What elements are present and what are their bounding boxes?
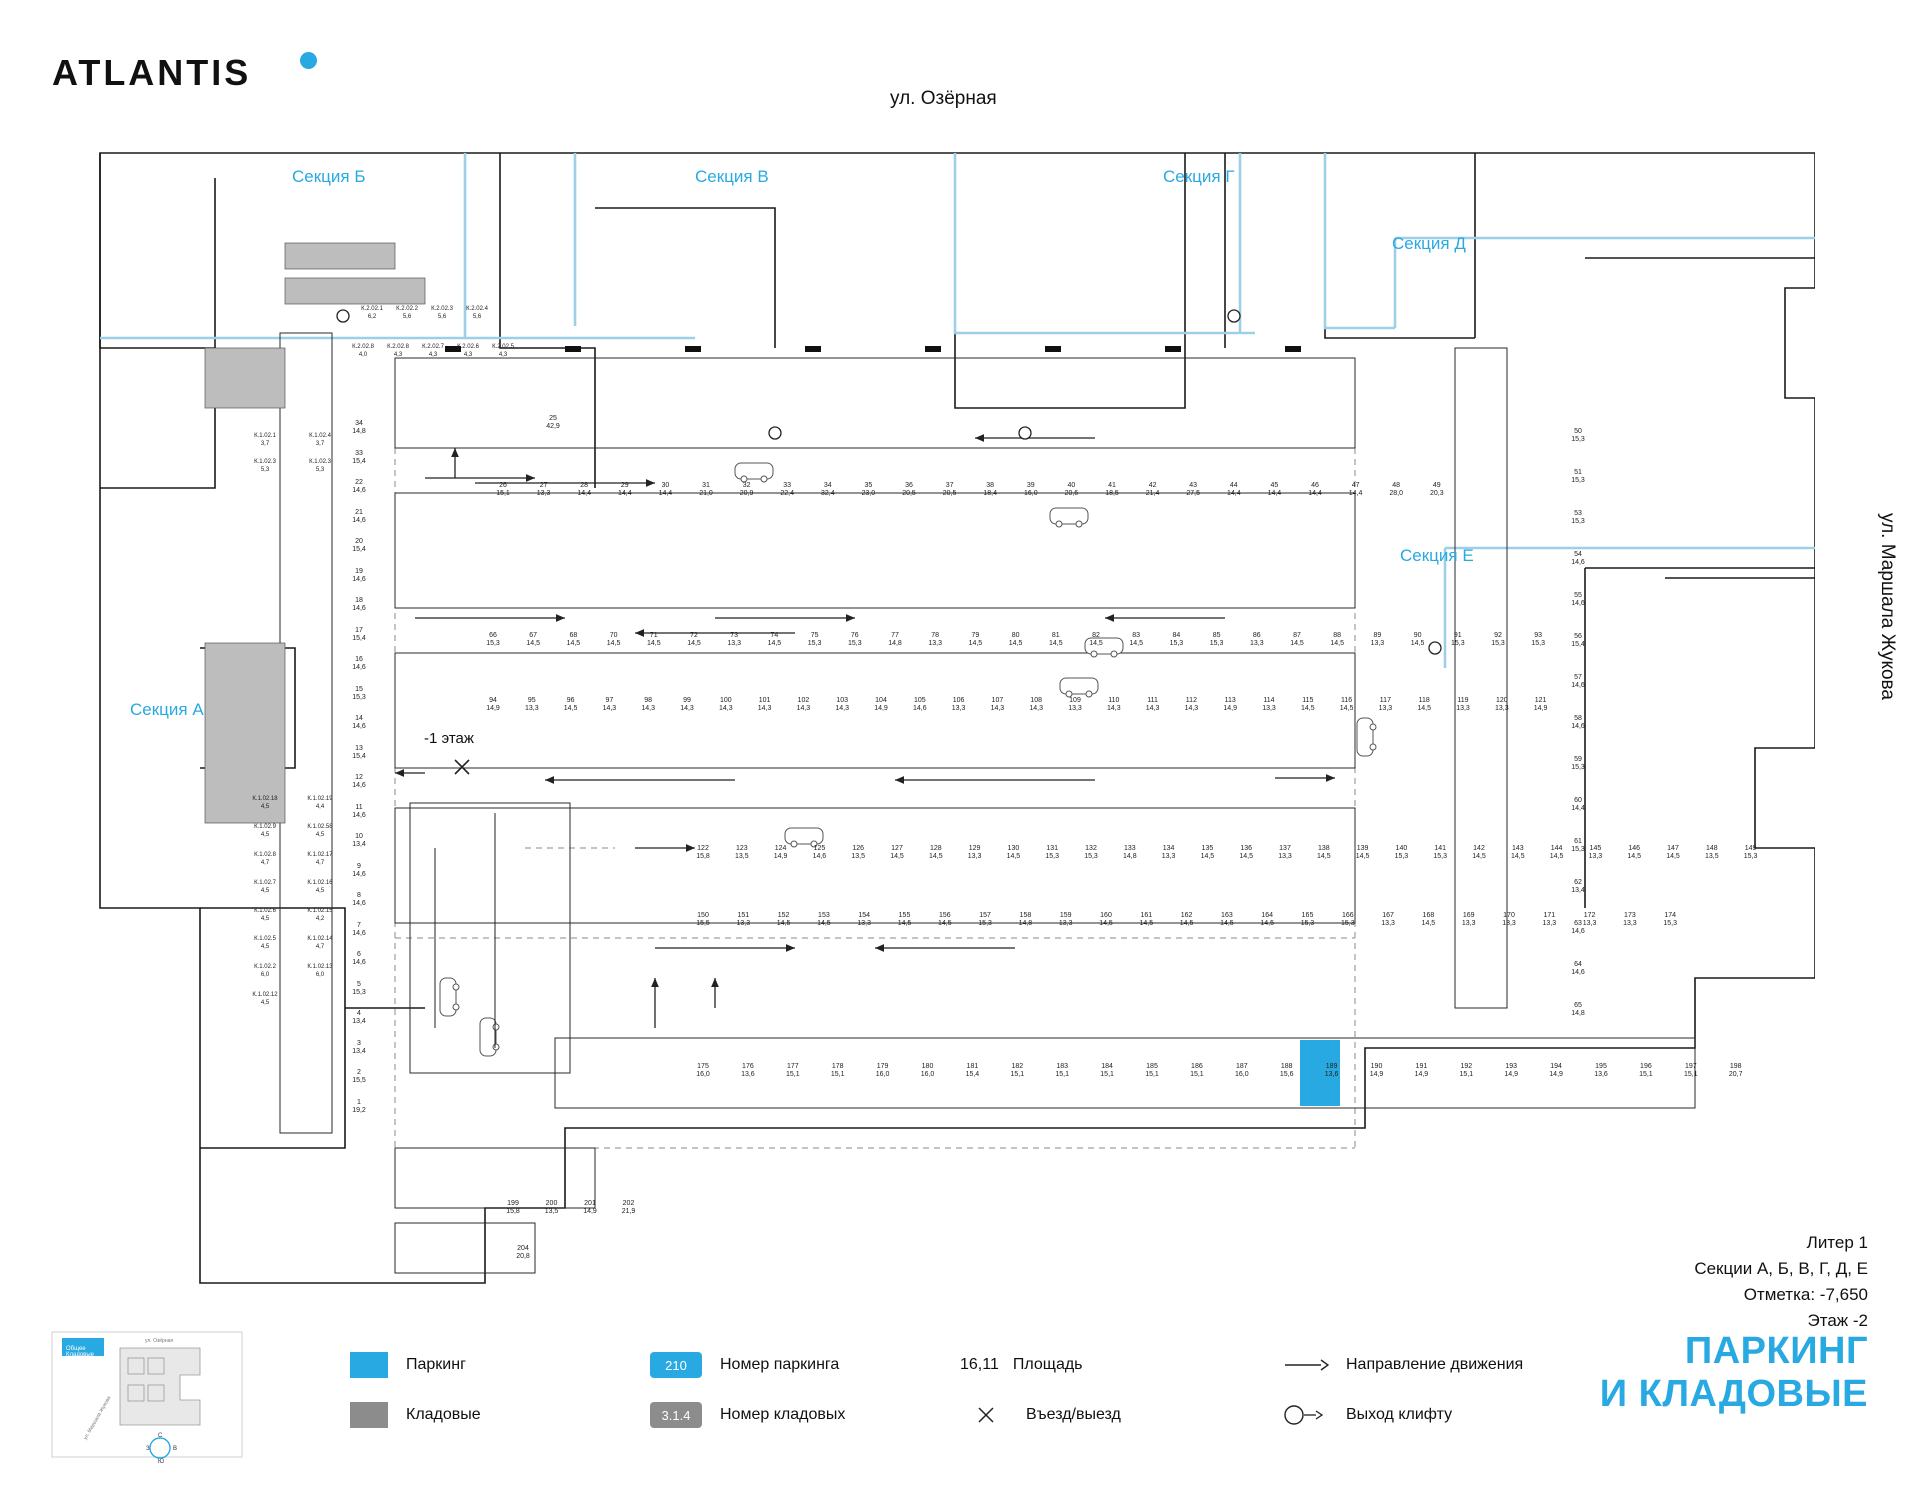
parking-color-swatch	[350, 1352, 388, 1378]
storage-К.2.02.3[interactable]: К.2.02.3 5,6	[431, 306, 453, 320]
stall-50[interactable]: 50 15,3	[1571, 428, 1585, 443]
stall-64[interactable]: 64 14,6	[1571, 961, 1585, 976]
stall-181[interactable]: 181 15,4	[965, 1063, 980, 1078]
section-label-v: Секция В	[695, 167, 769, 186]
legend-entrance	[960, 1405, 1280, 1425]
stall-182[interactable]: 182 15,1	[1010, 1063, 1025, 1078]
stall-102[interactable]: 102 14,3	[796, 697, 811, 712]
stall-48[interactable]: 48 28,0	[1389, 482, 1403, 497]
stall-150[interactable]: 150 15,5	[696, 912, 710, 927]
stall-90[interactable]: 90 14,5	[1410, 632, 1425, 647]
storage-К.1.02.12[interactable]: К.1.02.12 4,5	[252, 992, 278, 1006]
legend-lift-label: Выход клифту	[1346, 1406, 1453, 1423]
storage-К.1.02.1[interactable]: К.1.02.1 3,7	[254, 433, 276, 447]
legend-storage-number	[650, 1402, 960, 1428]
stall-28[interactable]: 28 14,4	[577, 482, 591, 497]
stall-134[interactable]: 134 13,3	[1161, 845, 1176, 860]
storage-К.1.02.16[interactable]: К.1.02.16 4,5	[307, 880, 333, 894]
stall-72[interactable]: 72 14,5	[687, 632, 701, 647]
svg-text:Кладовые: Кладовые	[66, 1352, 95, 1358]
storage-К.2.02.8[interactable]: К.2.02.8 4,0	[352, 344, 374, 358]
stall-135[interactable]: 135 14,5	[1200, 845, 1215, 860]
stall-193[interactable]: 193 14,9	[1504, 1063, 1518, 1078]
ramp-floor-label: -1 этаж	[424, 730, 474, 747]
info-floor: Этаж -2	[1807, 1311, 1868, 1330]
stall-191[interactable]: 191 14,9	[1414, 1063, 1429, 1078]
stall-100[interactable]: 100 14,3	[718, 697, 733, 712]
stall-171[interactable]: 171 13,3	[1542, 912, 1557, 927]
stall-78[interactable]: 78 13,3	[928, 632, 942, 647]
stall-184[interactable]: 184 15,1	[1100, 1063, 1114, 1078]
stall-165[interactable]: 165 15,3	[1300, 912, 1315, 927]
stall-92[interactable]: 92 15,3	[1491, 632, 1505, 647]
brand-name: ATLANTIS	[52, 52, 252, 93]
legend-storage-label: Кладовые	[406, 1406, 481, 1423]
stall-66[interactable]: 66 15,3	[486, 632, 500, 647]
stall-43[interactable]: 43 27,5	[1186, 482, 1200, 497]
legend-area-value: 16,11	[960, 1356, 999, 1373]
stall-4[interactable]: 4 13,4	[352, 1010, 366, 1025]
stall-200[interactable]: 200 13,5	[544, 1200, 559, 1215]
legend-parking-number-label: Номер паркинга	[720, 1356, 840, 1373]
stall-152[interactable]: 152 14,5	[776, 912, 791, 927]
stall-198[interactable]: 198 20,7	[1728, 1063, 1743, 1078]
stall-192[interactable]: 192 15,1	[1459, 1063, 1474, 1078]
section-label-b: Секция Б	[292, 167, 366, 186]
storage-К.1.02.5[interactable]: К.1.02.5 4,5	[254, 936, 276, 950]
stall-141[interactable]: 141 15,3	[1433, 845, 1447, 860]
legend-storage	[350, 1402, 650, 1428]
stall-111[interactable]: 111 14,3	[1145, 697, 1160, 712]
stall-96[interactable]: 96 14,5	[563, 697, 578, 712]
stall-20[interactable]: 20 15,4	[352, 538, 366, 553]
stall-125[interactable]: 125 14,6	[812, 845, 827, 860]
stall-176[interactable]: 176 13,6	[741, 1063, 755, 1078]
storage-color-swatch	[350, 1402, 388, 1428]
stall-44[interactable]: 44 14,4	[1226, 482, 1241, 497]
storage-К.1.02.19[interactable]: К.1.02.19 4,4	[307, 796, 333, 810]
stall-16[interactable]: 16 14,6	[352, 656, 366, 671]
storage-К.1.02.58[interactable]: К.1.02.58 4,5	[307, 824, 333, 838]
stall-156[interactable]: 156 14,5	[937, 912, 952, 927]
stall-115[interactable]: 115 14,5	[1300, 697, 1315, 712]
stall-46[interactable]: 46 14,4	[1308, 482, 1322, 497]
storage-К.1.02.8[interactable]: К.1.02.8 4,7	[254, 852, 276, 866]
stall-9[interactable]: 9 14,6	[352, 862, 366, 878]
legend-lift-exit	[1280, 1405, 1452, 1425]
stall-159[interactable]: 159 13,3	[1058, 912, 1073, 927]
stall-202[interactable]: 202 21,9	[621, 1200, 636, 1215]
stall-41[interactable]: 41 18,5	[1105, 482, 1119, 497]
stall-114[interactable]: 114 13,3	[1262, 697, 1276, 712]
stall-86[interactable]: 86 13,3	[1249, 632, 1264, 647]
stall-98[interactable]: 98 14,3	[641, 697, 655, 712]
stall-168[interactable]: 168 14,5	[1421, 912, 1436, 927]
stall-76[interactable]: 76 15,3	[847, 632, 862, 647]
stall-21[interactable]: 21 14,6	[352, 508, 366, 524]
stall-83[interactable]: 83 14,5	[1129, 632, 1143, 647]
stall-127[interactable]: 127 14,5	[890, 845, 904, 860]
stall-158[interactable]: 158 14,8	[1018, 912, 1033, 927]
stall-136[interactable]: 136 14,5	[1239, 845, 1253, 860]
stall-122[interactable]: 122 15,8	[696, 845, 710, 860]
stall-104[interactable]: 104 14,9	[874, 697, 888, 712]
stall-60[interactable]: 60 14,4	[1571, 797, 1585, 812]
stall-154[interactable]: 154 13,3	[857, 912, 871, 927]
stall-80[interactable]: 80 14,5	[1008, 632, 1023, 647]
legend-parking-number	[650, 1352, 960, 1378]
stall-143[interactable]: 143 14,5	[1510, 845, 1525, 860]
stall-116[interactable]: 116 14,5	[1339, 697, 1354, 712]
page-title-line2: И КЛАДОВЫЕ	[1599, 1373, 1868, 1415]
stall-157[interactable]: 157 15,3	[978, 912, 992, 927]
info-sections: Секции А, Б, В, Г, Д, Е	[1694, 1259, 1868, 1278]
stall-151[interactable]: 151 13,3	[736, 912, 751, 927]
brand-logo	[52, 52, 251, 94]
stall-63[interactable]: 63 14,6	[1571, 920, 1585, 935]
stall-153[interactable]: 153 14,5	[817, 912, 831, 927]
stall-140[interactable]: 140 15,3	[1394, 845, 1409, 860]
svg-text:З: З	[146, 1446, 150, 1452]
stall-62[interactable]: 62 13,4	[1571, 879, 1585, 894]
stall-85[interactable]: 85 15,3	[1209, 632, 1224, 647]
section-label-d: Секция Д	[1392, 234, 1466, 253]
storage-number-chip: 3.1.4	[650, 1402, 702, 1428]
legend-parking-label: Паркинг	[406, 1356, 466, 1373]
stall-161[interactable]: 161 14,5	[1139, 912, 1154, 927]
stall-166[interactable]: 166 15,3	[1340, 912, 1355, 927]
stall-120[interactable]: 120 13,3	[1494, 697, 1509, 712]
storage-К.1.02.2[interactable]: К.1.02.2 6,0	[254, 964, 276, 978]
stall-186[interactable]: 186 15,1	[1190, 1063, 1204, 1078]
stall-112[interactable]: 112 14,3	[1184, 697, 1199, 712]
stall-121[interactable]: 121 14,9	[1533, 697, 1548, 712]
stall-94[interactable]: 94 14,9	[486, 697, 500, 712]
stall-169[interactable]: 169 13,3	[1461, 912, 1476, 927]
stall-123[interactable]: 123 13,5	[734, 845, 749, 860]
stall-81[interactable]: 81 14,5	[1048, 632, 1063, 647]
stall-145[interactable]: 145 13,3	[1588, 845, 1603, 860]
svg-text:Ю: Ю	[158, 1459, 165, 1465]
stall-34[interactable]: 34 14,8	[352, 420, 366, 435]
stall-124[interactable]: 124 14,9	[773, 845, 788, 860]
site-minimap	[50, 1330, 300, 1470]
stall-89[interactable]: 89 13,3	[1370, 632, 1385, 647]
legend-direction-label: Направление движения	[1346, 1356, 1524, 1373]
legend-area	[960, 1356, 1280, 1374]
stall-167[interactable]: 167 13,3	[1381, 912, 1395, 927]
stall-201[interactable]: 201 14,9	[583, 1200, 597, 1215]
stall-117[interactable]: 117 13,3	[1378, 697, 1393, 712]
stall-148[interactable]: 148 13,5	[1704, 845, 1719, 860]
stall-113[interactable]: 113 14,9	[1223, 697, 1237, 712]
stall-17[interactable]: 17 15,4	[352, 626, 366, 642]
stall-139[interactable]: 139 14,5	[1355, 845, 1370, 860]
stall-55[interactable]: 55 14,6	[1571, 592, 1585, 607]
stall-132[interactable]: 132 15,3	[1084, 845, 1098, 860]
storage-К.1.02.13[interactable]: К.1.02.13 6,0	[307, 964, 333, 978]
stall-61[interactable]: 61 15,3	[1571, 838, 1585, 853]
stall-109[interactable]: 109 13,3	[1068, 697, 1082, 712]
stall-196[interactable]: 196 15,1	[1639, 1063, 1653, 1078]
stall-18[interactable]: 18 14,6	[352, 597, 366, 612]
stall-45[interactable]: 45 14,4	[1267, 482, 1282, 497]
stall-32[interactable]: 32 20,9	[739, 482, 754, 497]
storage-К.2.02.5[interactable]: К.2.02.5 4,3	[492, 344, 514, 358]
street-label-top: ул. Озёрная	[890, 88, 997, 109]
stall-33[interactable]: 33 15,4	[352, 449, 366, 465]
stall-204[interactable]: 204 20,8	[516, 1245, 530, 1260]
page-title-line1: ПАРКИНГ	[1684, 1330, 1868, 1372]
stall-162[interactable]: 162 14,5	[1179, 912, 1194, 927]
stall-177[interactable]: 177 15,1	[785, 1063, 800, 1078]
stall-131[interactable]: 131 15,3	[1045, 845, 1059, 860]
storage-К.1.02.7[interactable]: К.1.02.7 4,5	[254, 880, 276, 894]
stall-178[interactable]: 178 15,1	[830, 1063, 845, 1078]
stall-129[interactable]: 129 13,3	[967, 845, 982, 860]
stall-126[interactable]: 126 13,5	[851, 845, 865, 860]
stall-14[interactable]: 14 14,6	[352, 715, 366, 730]
stall-59[interactable]: 59 15,3	[1571, 756, 1585, 771]
stall-84[interactable]: 84 15,3	[1169, 632, 1184, 647]
stall-2[interactable]: 2 15,5	[352, 1069, 366, 1084]
stall-57[interactable]: 57 14,6	[1571, 674, 1585, 689]
stall-8[interactable]: 8 14,6	[352, 892, 366, 907]
stall-53[interactable]: 53 15,3	[1571, 510, 1585, 525]
stall-118[interactable]: 118 14,5	[1417, 697, 1431, 712]
storage-К.1.02.6[interactable]: К.1.02.6 4,5	[254, 908, 276, 922]
stall-68[interactable]: 68 14,5	[566, 632, 581, 647]
stall-106[interactable]: 106 13,3	[951, 697, 966, 712]
stall-49[interactable]: 49 20,3	[1429, 482, 1444, 497]
storage-К.1.02.17[interactable]: К.1.02.17 4,7	[307, 852, 333, 866]
storage-К.2.02.2[interactable]: К.2.02.2 5,6	[396, 306, 418, 320]
storage-К.1.02.4[interactable]: К.1.02.4 3,7	[309, 433, 331, 447]
info-liter: Литер 1	[1806, 1233, 1868, 1252]
section-label-g: Секция Г	[1163, 167, 1235, 186]
stall-1[interactable]: 1 19,2	[352, 1098, 366, 1114]
cross-icon	[960, 1405, 1012, 1425]
stall-99[interactable]: 99 14,3	[680, 697, 694, 712]
stall-185[interactable]: 185 15,1	[1145, 1063, 1159, 1078]
stall-25[interactable]: 25 42,9	[546, 415, 560, 430]
stall-39[interactable]: 39 16,0	[1023, 482, 1038, 497]
stall-107[interactable]: 107 14,3	[990, 697, 1005, 712]
stall-36[interactable]: 36 20,5	[902, 482, 916, 497]
svg-text:ул. Озёрная: ул. Озёрная	[145, 1338, 174, 1344]
stall-105[interactable]: 105 14,6	[912, 697, 927, 712]
page-title	[1600, 1330, 1868, 1416]
stall-73[interactable]: 73 13,3	[727, 632, 741, 647]
stall-11[interactable]: 11 14,6	[352, 803, 366, 819]
storage-К.2.02.4[interactable]: К.2.02.4 5,6	[466, 306, 488, 320]
stall-183[interactable]: 183 15,1	[1055, 1063, 1069, 1078]
stall-199[interactable]: 199 15,8	[506, 1200, 520, 1215]
storage-К.1.02.9[interactable]: К.1.02.9 4,5	[254, 824, 276, 838]
stall-56[interactable]: 56 15,4	[1571, 633, 1585, 648]
storage-К.1.02.14[interactable]: К.1.02.14 4,7	[307, 936, 333, 950]
storage-К.1.02.18[interactable]: К.1.02.18 4,5	[252, 796, 278, 810]
stall-33[interactable]: 33 22,4	[780, 482, 794, 497]
stall-3[interactable]: 3 13,4	[352, 1039, 366, 1055]
stall-88[interactable]: 88 14,5	[1330, 632, 1344, 647]
svg-text:В: В	[173, 1446, 178, 1452]
stall-142[interactable]: 142 14,5	[1472, 845, 1486, 860]
arrow-icon	[1280, 1358, 1332, 1372]
legend	[350, 1340, 1530, 1440]
stall-103[interactable]: 103 14,3	[835, 697, 849, 712]
stall-42[interactable]: 42 21,4	[1145, 482, 1160, 497]
stall-179[interactable]: 179 16,0	[875, 1063, 890, 1078]
stall-195[interactable]: 195 13,6	[1594, 1063, 1608, 1078]
stall-75[interactable]: 75 15,3	[807, 632, 822, 647]
stall-110[interactable]: 110 14,3	[1106, 697, 1121, 712]
legend-entrance-label: Въезд/выезд	[1026, 1406, 1121, 1423]
stall-175[interactable]: 175 16,0	[696, 1063, 710, 1078]
stall-93[interactable]: 93 15,3	[1531, 632, 1545, 647]
stall-29[interactable]: 29 14,4	[617, 482, 632, 497]
stall-22[interactable]: 22 14,6	[352, 479, 366, 494]
section-label-e: Секция Е	[1400, 546, 1474, 565]
stall-101[interactable]: 101 14,3	[757, 697, 772, 712]
stall-188[interactable]: 188 15,6	[1279, 1063, 1294, 1078]
stall-164[interactable]: 164 14,5	[1260, 912, 1274, 927]
stall-7[interactable]: 7 14,6	[352, 921, 366, 937]
street-label-right: ул. Маршала Жукова	[1877, 512, 1898, 700]
stall-119[interactable]: 119 13,3	[1456, 697, 1470, 712]
stall-58[interactable]: 58 14,6	[1571, 715, 1585, 730]
stall-137[interactable]: 137 13,3	[1278, 845, 1292, 860]
stall-5[interactable]: 5 15,3	[352, 980, 366, 996]
stall-27[interactable]: 27 13,3	[536, 482, 551, 497]
lift-exit-icon	[1280, 1405, 1332, 1425]
stall-170[interactable]: 170 13,3	[1502, 912, 1516, 927]
stall-194[interactable]: 194 14,9	[1549, 1063, 1563, 1078]
stall-13[interactable]: 13 15,4	[352, 744, 366, 760]
stall-34[interactable]: 34 32,4	[820, 482, 835, 497]
stall-97[interactable]: 97 14,3	[602, 697, 617, 712]
stall-138[interactable]: 138 14,5	[1316, 845, 1331, 860]
stall-147[interactable]: 147 14,5	[1666, 845, 1680, 860]
stall-79[interactable]: 79 14,5	[968, 632, 983, 647]
stall-197[interactable]: 197 15,1	[1683, 1063, 1698, 1078]
stall-10[interactable]: 10 13,4	[352, 833, 366, 848]
legend-direction	[1280, 1356, 1523, 1374]
stall-54[interactable]: 54 14,6	[1571, 551, 1585, 566]
stall-144[interactable]: 144 14,5	[1549, 845, 1564, 860]
storage-К.1.02.3[interactable]: К.1.02.3 5,3	[309, 459, 331, 473]
legend-area-label: Площадь	[1012, 1356, 1083, 1373]
stall-155[interactable]: 155 14,5	[897, 912, 912, 927]
stall-51[interactable]: 51 15,3	[1571, 469, 1585, 484]
section-label-a: Секция А	[130, 700, 204, 719]
stall-180[interactable]: 180 16,0	[920, 1063, 935, 1078]
stall-70[interactable]: 70 14,5	[606, 632, 621, 647]
info-mark: Отметка: -7,650	[1743, 1285, 1868, 1304]
stall-87[interactable]: 87 14,5	[1290, 632, 1304, 647]
stall-130[interactable]: 130 14,5	[1006, 845, 1021, 860]
stall-163[interactable]: 163 14,5	[1220, 912, 1234, 927]
storage-К.2.02.6[interactable]: К.2.02.6 4,3	[457, 344, 479, 358]
stall-95[interactable]: 95 13,3	[524, 697, 539, 712]
stall-74[interactable]: 74 14,5	[767, 632, 782, 647]
stall-77[interactable]: 77 14,8	[888, 632, 902, 647]
stall-19[interactable]: 19 14,6	[352, 567, 366, 583]
stall-190[interactable]: 190 14,9	[1369, 1063, 1384, 1078]
stall-37[interactable]: 37 20,5	[942, 482, 957, 497]
parking-number-chip: 210	[650, 1352, 702, 1378]
stall-149[interactable]: 149 15,3	[1743, 845, 1758, 860]
stall-15[interactable]: 15 15,3	[352, 685, 366, 701]
stall-30[interactable]: 30 14,4	[658, 482, 673, 497]
stall-173[interactable]: 173 13,3	[1623, 912, 1637, 927]
svg-text:ул. Маршала Жукова: ул. Маршала Жукова	[82, 1395, 113, 1441]
stall-108[interactable]: 108 14,3	[1029, 697, 1043, 712]
stall-128[interactable]: 128 14,5	[928, 845, 943, 860]
storage-К.2.02.8[interactable]: К.2.02.8 4,3	[387, 344, 409, 358]
stall-82[interactable]: 82 14,5	[1089, 632, 1103, 647]
storage-К.2.02.7[interactable]: К.2.02.7 4,3	[422, 344, 444, 358]
stall-133[interactable]: 133 14,8	[1122, 845, 1137, 860]
stall-38[interactable]: 38 18,4	[983, 482, 997, 497]
legend-storage-number-label: Номер кладовых	[720, 1406, 846, 1423]
storage-К.1.02.3[interactable]: К.1.02.3 5,3	[254, 459, 276, 473]
stall-67[interactable]: 67 14,5	[526, 632, 540, 647]
stall-172[interactable]: 172 13,3	[1582, 912, 1597, 927]
storage-К.2.02.1[interactable]: К.2.02.1 6,2	[361, 306, 383, 320]
svg-text:Общее: Общее	[66, 1346, 86, 1352]
stall-26[interactable]: 26 15,1	[496, 482, 510, 497]
stall-12[interactable]: 12 14,6	[352, 774, 366, 789]
stall-71[interactable]: 71 14,5	[646, 632, 661, 647]
stall-47[interactable]: 47 14,4	[1348, 482, 1363, 497]
stall-65[interactable]: 65 14,8	[1571, 1002, 1585, 1017]
legend-row-1	[350, 1340, 1530, 1390]
plan-info	[1694, 1230, 1868, 1334]
legend-row-2	[350, 1390, 1530, 1440]
stall-187[interactable]: 187 16,0	[1234, 1063, 1249, 1078]
legend-parking	[350, 1352, 650, 1378]
svg-text:С: С	[158, 1433, 163, 1439]
stall-146[interactable]: 146 14,5	[1627, 845, 1641, 860]
storage-К.1.02.15[interactable]: К.1.02.15 4,2	[307, 908, 333, 922]
stall-189[interactable]: 189 13,6	[1324, 1063, 1339, 1078]
stall-160[interactable]: 160 14,5	[1099, 912, 1113, 927]
stall-6[interactable]: 6 14,6	[352, 951, 366, 966]
stall-35[interactable]: 35 23,0	[861, 482, 876, 497]
stall-91[interactable]: 91 15,3	[1450, 632, 1465, 647]
stall-31[interactable]: 31 21,0	[699, 482, 713, 497]
stall-40[interactable]: 40 20,6	[1064, 482, 1079, 497]
brand-dot-icon	[300, 52, 317, 69]
stall-174[interactable]: 174 15,3	[1663, 912, 1677, 927]
